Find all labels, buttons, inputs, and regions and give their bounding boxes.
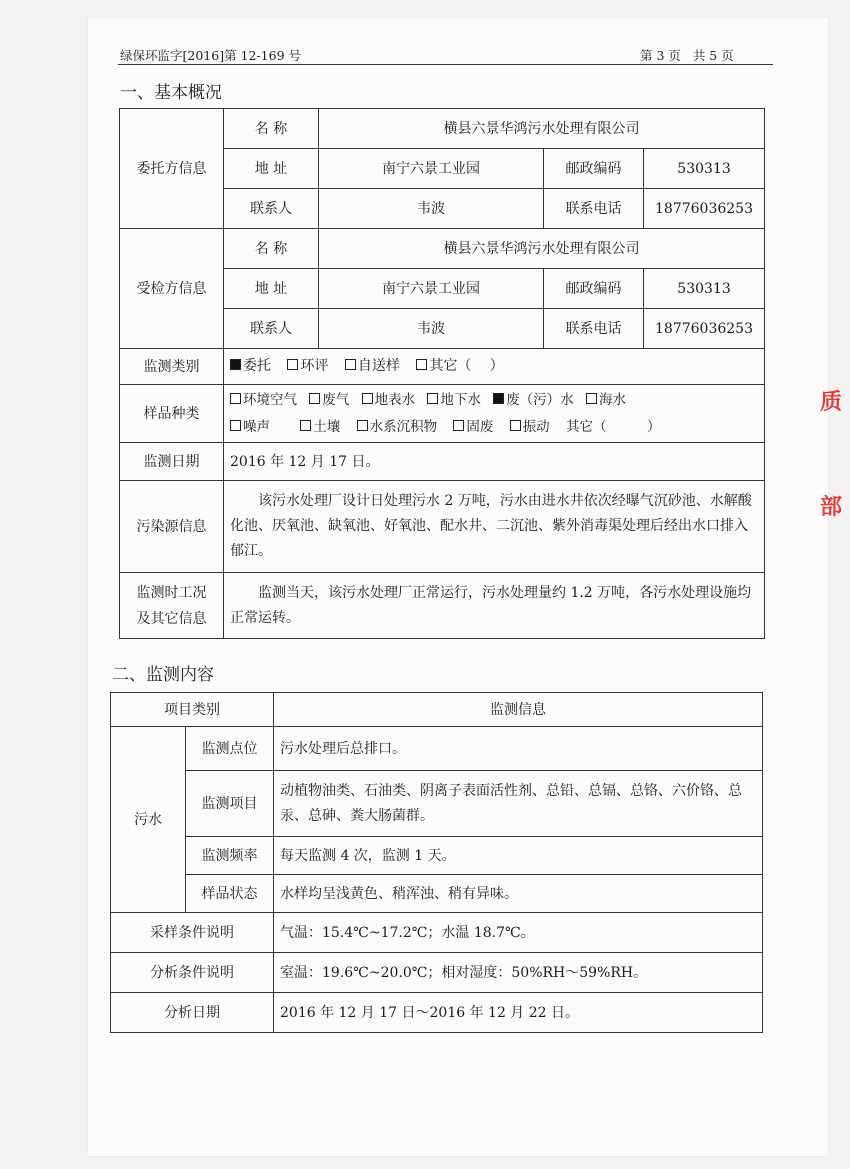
conditions-text: 监测当天，该污水处理厂正常运行，污水处理量约 1.2 万吨，各污水处理设施均正常运转。 <box>224 573 765 639</box>
monitor-type-option <box>345 353 400 380</box>
monitor-type-row <box>120 349 765 385</box>
option-label: 自送样 <box>357 358 400 374</box>
point-value: 污水处理后总排口。 <box>274 727 763 771</box>
monitoring-content-table <box>110 692 763 1033</box>
sample-type-line-1 <box>230 387 758 414</box>
client-phone-label: 联系电话 <box>544 189 644 229</box>
content-row-analysis <box>111 953 763 993</box>
col-header-info: 监测信息 <box>274 693 763 727</box>
option-label: 环评 <box>300 358 329 374</box>
option-label: 废气 <box>322 391 350 408</box>
option-label: 振动 <box>522 418 550 435</box>
document-number: 绿保环监字[2016]第 12-169 号 <box>120 48 302 63</box>
pollution-source-label: 污染源信息 <box>120 481 224 573</box>
seal-fragment-top: 质 <box>819 389 842 415</box>
state-value: 水样均呈浅黄色、稍浑浊、稍有异味。 <box>274 875 763 913</box>
option-label: 地表水 <box>374 391 416 408</box>
client-name-label: 名 称 <box>224 109 319 149</box>
inspected-postcode: 530313 <box>644 269 765 309</box>
analysis-date-value: 2016 年 12 月 17 日～2016 年 12 月 22 日。 <box>274 993 763 1033</box>
checkbox-icon <box>230 393 241 404</box>
sampling-value: 气温：15.4℃~17.2℃；水温 18.7℃。 <box>274 913 763 953</box>
sample-type-row <box>120 385 765 443</box>
sample-option <box>510 414 550 441</box>
pollution-source-row <box>120 481 765 573</box>
inspected-phone: 18776036253 <box>644 309 765 349</box>
sample-option <box>427 387 481 414</box>
items-value: 动植物油类、石油类、阴离子表面活性剂、总铅、总镉、总铬、六价铬、总汞、总砷、粪大肠菌群。 <box>274 771 763 837</box>
sample-option <box>493 387 574 414</box>
sample-option <box>357 414 438 441</box>
monitor-type-option <box>287 353 328 380</box>
wastewater-group-label: 污水 <box>111 727 186 913</box>
monitor-date-label: 监测日期 <box>120 443 224 481</box>
page-indicator <box>640 46 734 64</box>
option-label: 委托 <box>243 358 271 374</box>
checkbox-icon <box>453 420 464 431</box>
inspected-contact-label: 联系人 <box>224 309 319 349</box>
conditions-label <box>120 573 224 639</box>
state-label: 样品状态 <box>186 875 274 913</box>
page-number: 第 3 页 <box>640 48 681 63</box>
monitor-date: 2016 年 12 月 17 日。 <box>224 443 765 481</box>
inspected-name-row <box>120 229 765 269</box>
client-postcode-label: 邮政编码 <box>544 149 644 189</box>
sample-type-label: 样品种类 <box>120 385 224 443</box>
sample-option <box>586 387 626 414</box>
conditions-label-line1: 监测时工况 <box>136 584 207 601</box>
client-postcode: 530313 <box>644 149 765 189</box>
section-title-basic: 一、基本概况 <box>120 83 222 103</box>
checkbox-icon <box>510 420 521 431</box>
content-header-row <box>111 693 763 727</box>
seal-fragment-bottom: 部 <box>819 494 842 520</box>
pollution-source-text: 该污水处理厂设计日处理污水 2 万吨，污水由进水井依次经曝气沉砂池、水解酸化池、厌氧池、缺氧池、好氧池、配水井、二沉池、紫外消毒渠处理后经出水口排入郁江。 <box>224 481 765 573</box>
sample-option <box>362 387 416 414</box>
monitor-type-option <box>230 353 271 380</box>
section-title-content: 二、监测内容 <box>112 665 214 685</box>
analysis-date-label: 分析日期 <box>111 993 274 1033</box>
inspected-phone-label: 联系电话 <box>544 309 644 349</box>
content-row-items <box>111 771 763 837</box>
checkbox-checked-icon <box>493 393 504 404</box>
client-name-row <box>120 109 765 149</box>
checkbox-icon <box>230 420 241 431</box>
monitor-date-row <box>120 443 765 481</box>
frequency-label: 监测频率 <box>186 837 274 875</box>
conditions-row <box>120 573 765 639</box>
option-label: 环境空气 <box>243 391 297 408</box>
inspected-address-label: 地 址 <box>224 269 319 309</box>
checkbox-checked-icon <box>230 359 241 370</box>
frequency-value: 每天监测 4 次，监测 1 天。 <box>274 837 763 875</box>
conditions-label-line2: 及其它信息 <box>136 610 207 627</box>
sample-option <box>230 387 297 414</box>
checkbox-icon <box>416 359 427 370</box>
option-label: 海水 <box>598 391 626 408</box>
checkbox-icon <box>300 420 311 431</box>
client-contact-label: 联系人 <box>224 189 319 229</box>
sample-option-other: 其它（ ） <box>565 418 661 435</box>
inspected-name: 横县六景华鸿污水处理有限公司 <box>319 229 765 269</box>
content-row-frequency <box>111 837 763 875</box>
sample-option <box>453 414 493 441</box>
sampling-label: 采样条件说明 <box>111 913 274 953</box>
col-header-category: 项目类别 <box>111 693 274 727</box>
option-label: 水系沉积物 <box>369 418 438 435</box>
analysis-value: 室温：19.6℃~20.0℃；相对湿度：50%RH～59%RH。 <box>274 953 763 993</box>
content-row-point <box>111 727 763 771</box>
inspected-contact: 韦波 <box>319 309 544 349</box>
basic-info-table <box>119 108 765 639</box>
sample-type-options <box>224 385 765 443</box>
client-contact: 韦波 <box>319 189 544 229</box>
checkbox-icon <box>586 393 597 404</box>
point-label: 监测点位 <box>186 727 274 771</box>
sample-option <box>230 414 270 441</box>
monitor-type-option <box>416 353 503 380</box>
monitor-type-label: 监测类别 <box>120 349 224 385</box>
option-label: 废（污）水 <box>506 391 574 408</box>
content-row-analysis-date <box>111 993 763 1033</box>
option-label: 其它（ ） <box>429 358 504 374</box>
sample-type-line-2 <box>230 414 758 441</box>
client-address: 南宁六景工业园 <box>319 149 544 189</box>
checkbox-icon <box>357 420 368 431</box>
checkbox-icon <box>427 393 438 404</box>
analysis-label: 分析条件说明 <box>111 953 274 993</box>
monitor-type-options <box>224 349 765 385</box>
inspected-name-label: 名 称 <box>224 229 319 269</box>
checkbox-icon <box>345 359 356 370</box>
client-name: 横县六景华鸿污水处理有限公司 <box>319 109 765 149</box>
option-label: 土壤 <box>313 418 341 435</box>
option-label: 固废 <box>466 418 494 435</box>
checkbox-icon <box>362 393 373 404</box>
checkbox-icon <box>287 359 298 370</box>
inspected-postcode-label: 邮政编码 <box>544 269 644 309</box>
client-group-label: 委托方信息 <box>120 109 224 229</box>
inspected-group-label: 受检方信息 <box>120 229 224 349</box>
inspected-address: 南宁六景工业园 <box>319 269 544 309</box>
items-label: 监测项目 <box>186 771 274 837</box>
header-rule <box>118 64 773 65</box>
content-row-state <box>111 875 763 913</box>
content-row-sampling <box>111 913 763 953</box>
client-phone: 18776036253 <box>644 189 765 229</box>
option-label: 地下水 <box>440 391 481 408</box>
page-total: 共 5 页 <box>692 48 734 63</box>
option-label: 噪声 <box>243 418 270 435</box>
sample-option <box>309 387 349 414</box>
client-address-label: 地 址 <box>224 149 319 189</box>
sample-option <box>300 414 340 441</box>
checkbox-icon <box>309 393 320 404</box>
